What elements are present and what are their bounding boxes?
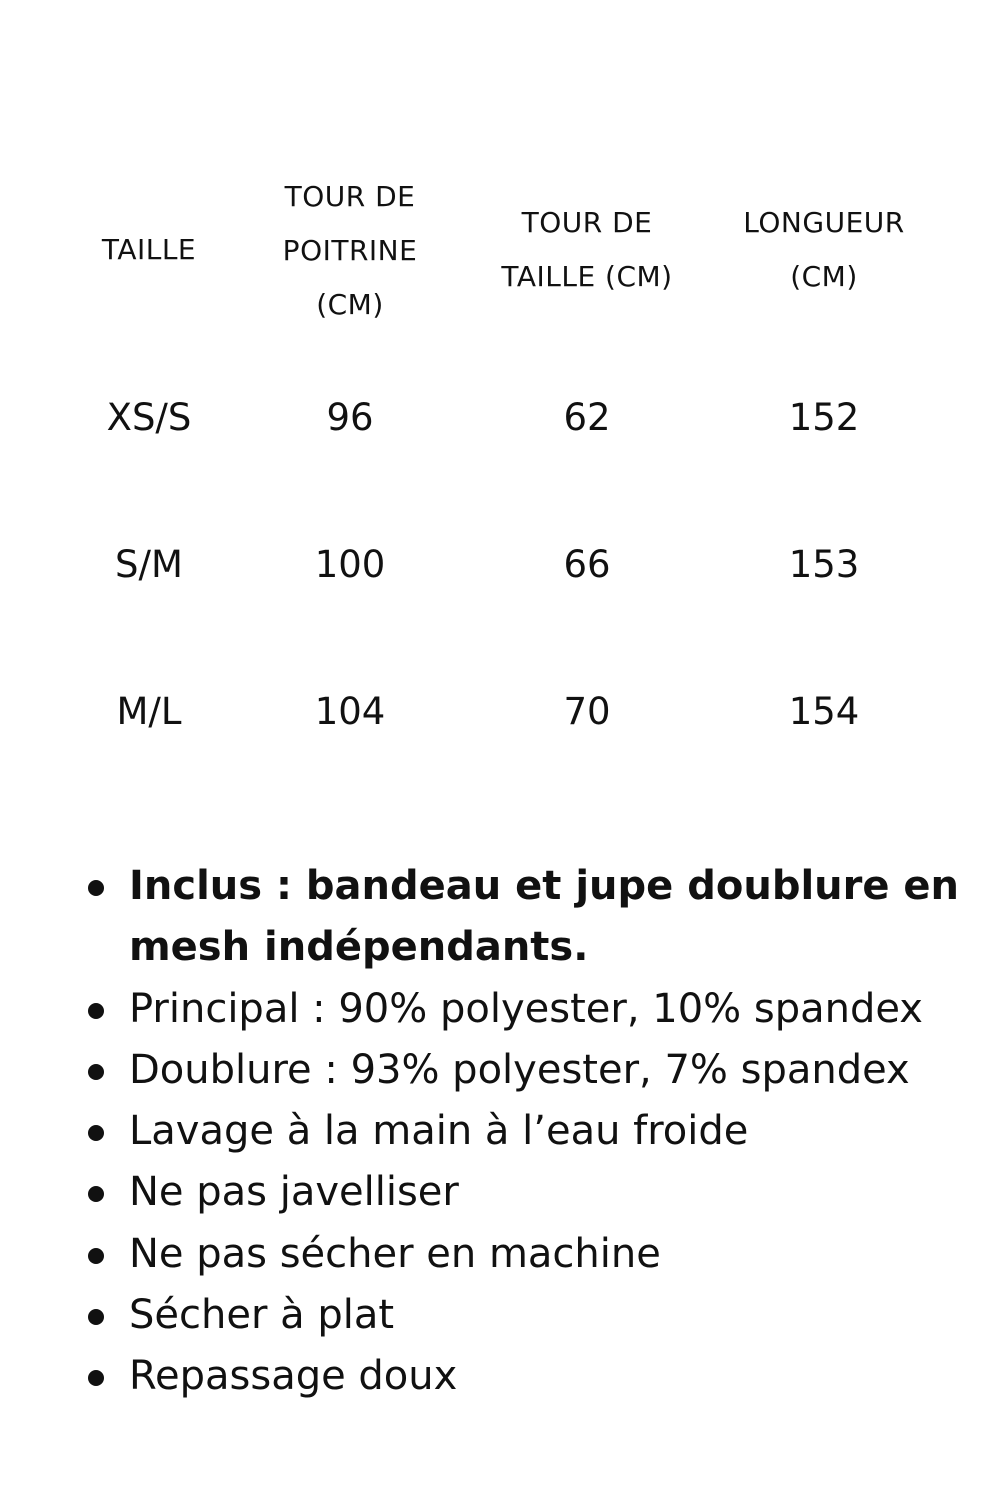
header-waist bbox=[501, 196, 672, 304]
bullet-icon bbox=[88, 1125, 104, 1141]
list-item bbox=[88, 1224, 968, 1285]
list-item-text: Doublure : 93% polyester, 7% spandex bbox=[129, 1046, 910, 1093]
bullet-icon bbox=[88, 1186, 104, 1202]
bullet-icon bbox=[88, 1064, 104, 1080]
row-3-waist: 70 bbox=[563, 690, 611, 733]
list-item-text: Lavage à la main à l’eau froide bbox=[129, 1108, 749, 1155]
list-item-text: Sécher à plat bbox=[129, 1292, 395, 1339]
row-1-waist: 62 bbox=[563, 396, 611, 439]
list-item bbox=[88, 1101, 968, 1162]
header-chest-line-1: TOUR DE bbox=[284, 180, 416, 213]
row-2-waist: 66 bbox=[563, 543, 611, 586]
list-item-text: Principal : 90% polyester, 10% spandex bbox=[129, 985, 923, 1032]
list-item-text: Ne pas javelliser bbox=[129, 1169, 459, 1216]
row-2-size: S/M bbox=[115, 543, 183, 586]
list-item-text: Inclus : bandeau et jupe doublure en mesh indépendants. bbox=[129, 863, 960, 971]
header-chest bbox=[283, 170, 418, 332]
list-item bbox=[88, 1346, 968, 1407]
care-instructions-list bbox=[88, 856, 968, 1408]
header-length-line-1: LONGUEUR bbox=[743, 206, 905, 239]
row-2-length: 153 bbox=[788, 543, 860, 586]
bullet-icon bbox=[88, 1003, 104, 1019]
header-waist-line-1: TOUR DE bbox=[521, 206, 653, 239]
header-chest-line-2: POITRINE bbox=[282, 234, 418, 267]
list-item bbox=[88, 1285, 968, 1346]
bullet-icon bbox=[88, 1309, 104, 1325]
header-size bbox=[102, 223, 196, 277]
list-item bbox=[88, 1162, 968, 1223]
row-3-chest: 104 bbox=[314, 690, 386, 733]
row-3-length: 154 bbox=[788, 690, 860, 733]
list-item bbox=[88, 979, 968, 1040]
header-size-label: TAILLE bbox=[101, 233, 197, 266]
row-3-size: M/L bbox=[116, 690, 182, 733]
header-length bbox=[743, 196, 904, 304]
header-chest-line-3: (CM) bbox=[316, 288, 384, 321]
bullet-icon bbox=[88, 880, 104, 896]
header-length-line-2: (CM) bbox=[790, 260, 858, 293]
row-1-chest: 96 bbox=[326, 396, 374, 439]
row-1-size: XS/S bbox=[106, 396, 192, 439]
row-1-length: 152 bbox=[788, 396, 860, 439]
row-2-chest: 100 bbox=[314, 543, 386, 586]
list-item-text: Repassage doux bbox=[129, 1353, 458, 1400]
list-item-text: Ne pas sécher en machine bbox=[129, 1230, 661, 1277]
list-item bbox=[88, 856, 968, 979]
bullet-icon bbox=[88, 1370, 104, 1386]
bullet-icon bbox=[88, 1248, 104, 1264]
list-item bbox=[88, 1040, 968, 1101]
header-waist-line-2: TAILLE (CM) bbox=[501, 260, 673, 293]
